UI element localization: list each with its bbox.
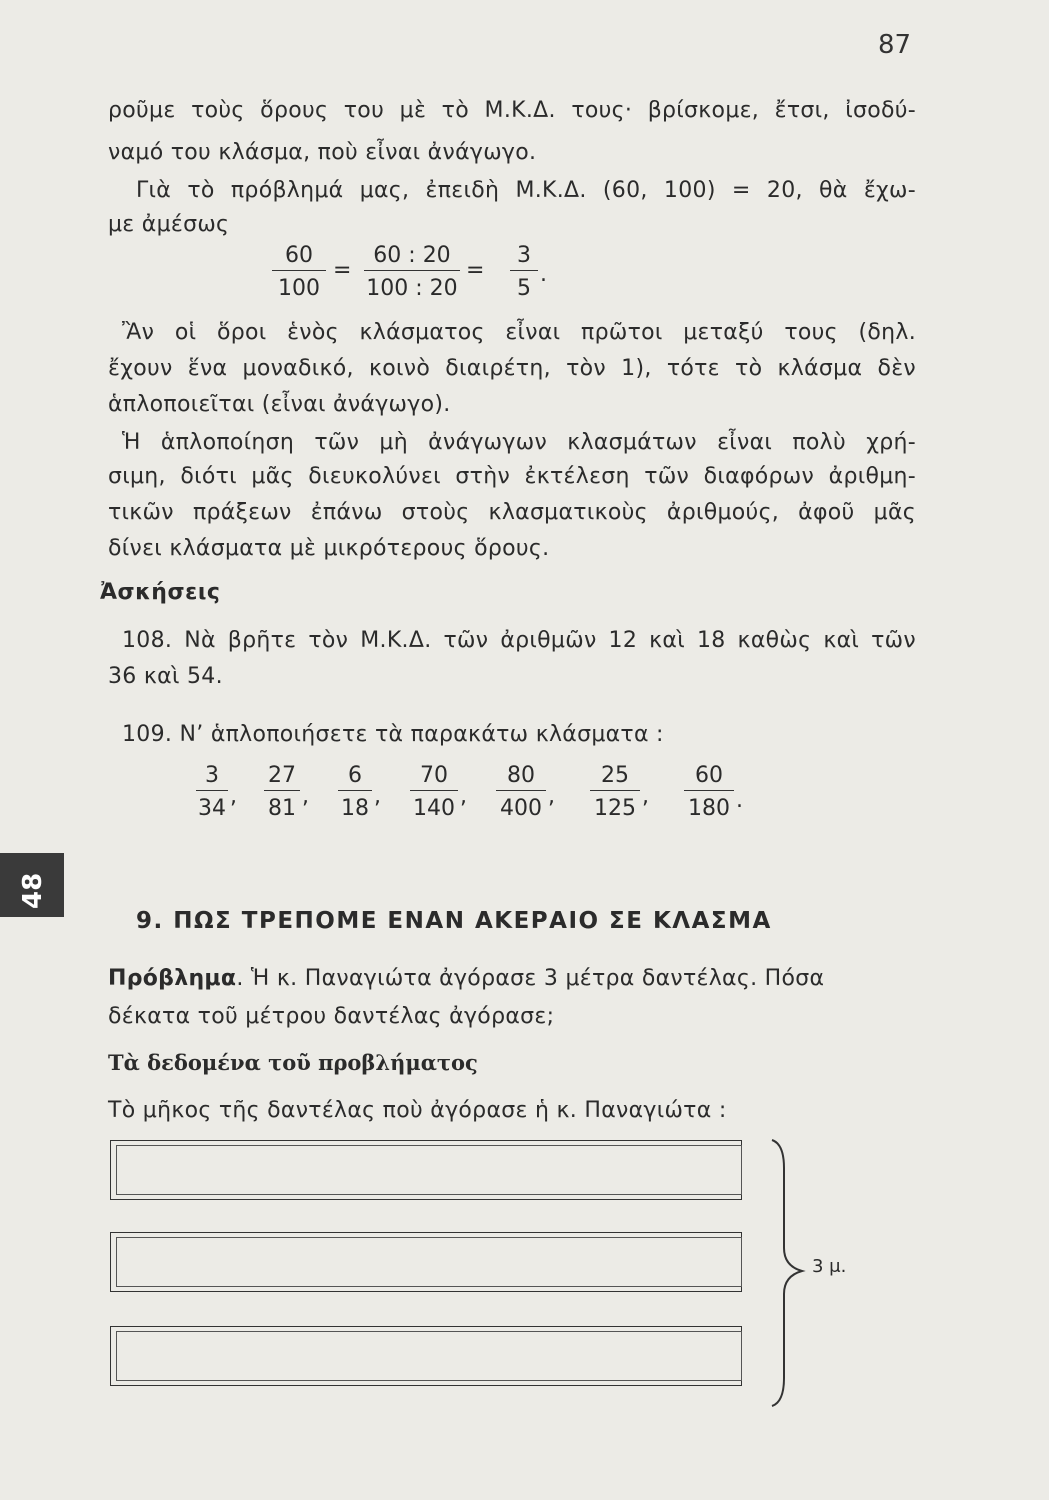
- paragraph-line: σιμη, διότι μᾶς διευκολύνει στὴν ἐκτέλεση τῶν διαφόρων ἀριθμη-: [108, 464, 916, 489]
- fraction-denominator: 100 : 20: [366, 276, 458, 301]
- paragraph-line: ἔχουν ἕνα μοναδικό, κοινὸ διαιρέτη, τὸν 1), τότε τὸ κλάσμα δὲν: [108, 356, 916, 381]
- fractions-period: .: [736, 788, 743, 813]
- exercise-fraction: [684, 764, 734, 821]
- chapter-side-tab: [0, 853, 64, 917]
- lace-strip: [110, 1140, 742, 1200]
- fraction-denominator: 5: [517, 276, 531, 301]
- problem-text: . Ἡ κ. Παναγιώτα ἀγόρασε 3 μέτρα δαντέλας. Πόσα: [236, 966, 825, 991]
- exercise-fraction: [196, 764, 228, 821]
- paragraph-line: Ἡ ἁπλοποίηση τῶν μὴ ἀνάγωγων κλασμάτων εἶναι πολὺ χρή-: [122, 430, 916, 455]
- lace-strip-inner: [116, 1331, 742, 1381]
- fraction-numerator: 70: [410, 764, 458, 791]
- data-title: Τὰ δεδομένα τοῦ προβλήματος: [108, 1050, 478, 1075]
- equation-period: .: [540, 262, 547, 287]
- curly-brace-icon: [768, 1138, 808, 1408]
- fraction-numerator: 80: [496, 764, 546, 791]
- fraction-separator: ,: [230, 784, 237, 809]
- lace-strip-inner: [116, 1237, 742, 1287]
- paragraph-line: με ἀμέσως: [108, 212, 230, 237]
- paragraph-line: τικῶν πράξεων ἐπάνω στοὺς κλασματικοὺς ἀριθμούς, ἀφοῦ μᾶς: [108, 500, 916, 525]
- fraction-numerator: 60 : 20: [364, 244, 460, 271]
- equals-sign: =: [466, 258, 485, 283]
- problem-label: Πρόβλημα: [108, 966, 237, 991]
- lace-strip: [110, 1232, 742, 1292]
- lace-strip-inner: [116, 1145, 742, 1195]
- fraction-denominator: 140: [413, 796, 455, 821]
- fraction-denominator: 18: [341, 796, 369, 821]
- fraction-denominator: 34: [198, 796, 226, 821]
- exercise-109: 109. Ν’ ἁπλοποιήσετε τὰ παρακάτω κλάσματα :: [122, 722, 664, 747]
- fraction-numerator: 25: [590, 764, 640, 791]
- paragraph-line: ναμό του κλάσμα, ποὺ εἶναι ἀνάγωγο.: [108, 140, 537, 165]
- lace-strip: [110, 1326, 742, 1386]
- fraction-denominator: 125: [594, 796, 636, 821]
- section-heading: 9. ΠΩΣ ΤΡΕΠΟΜΕ ΕΝΑΝ ΑΚΕΡΑΙΟ ΣΕ ΚΛΑΣΜΑ: [136, 908, 772, 934]
- fraction-separator: ,: [460, 784, 467, 809]
- side-tab-number: 48: [18, 872, 48, 909]
- exercise-fraction: [264, 764, 300, 821]
- paragraph-line: ροῦμε τοὺς ὅρους του μὲ τὸ Μ.Κ.Δ. τους· βρίσκομε, ἔτσι, ἰσοδύ-: [108, 98, 916, 123]
- paragraph-line: δίνει κλάσματα μὲ μικρότερους ὅρους.: [108, 536, 550, 561]
- page-number: 87: [878, 30, 912, 60]
- data-text: Τὸ μῆκος τῆς δαντέλας ποὺ ἀγόρασε ἡ κ. Παναγιώτα :: [108, 1098, 727, 1123]
- fraction-denominator: 81: [268, 796, 296, 821]
- fraction-denominator: 100: [278, 276, 320, 301]
- fraction-numerator: 3: [196, 764, 228, 791]
- fraction-separator: ,: [302, 784, 309, 809]
- equation-fraction-2: [364, 244, 460, 301]
- fraction-numerator: 27: [264, 764, 300, 791]
- problem-line: [108, 966, 824, 991]
- brace-label: 3 μ.: [812, 1256, 847, 1277]
- exercise-fraction: [338, 764, 372, 821]
- paragraph-line: Γιὰ τὸ πρόβλημά μας, ἐπειδὴ Μ.Κ.Δ. (60, 100) = 20, θὰ ἔχω-: [136, 178, 916, 203]
- exercise-fraction: [410, 764, 458, 821]
- fraction-separator: ,: [374, 784, 381, 809]
- fraction-denominator: 400: [500, 796, 542, 821]
- exercise-108-cont: 36 καὶ 54.: [108, 664, 223, 689]
- fraction-numerator: 3: [510, 244, 538, 271]
- paragraph-line: Ἂν οἱ ὅροι ἑνὸς κλάσματος εἶναι πρῶτοι μεταξύ τους (δηλ.: [122, 320, 916, 345]
- fraction-separator: ,: [642, 784, 649, 809]
- paragraph-line: ἁπλοποιεῖται (εἶναι ἀνάγωγο).: [108, 392, 451, 417]
- exercise-108: 108. Νὰ βρῆτε τὸν Μ.Κ.Δ. τῶν ἀριθμῶν 12 καὶ 18 καθὼς καὶ τῶν: [122, 628, 916, 653]
- fraction-separator: ,: [548, 784, 555, 809]
- equals-sign: =: [333, 258, 352, 283]
- problem-line: δέκατα τοῦ μέτρου δαντέλας ἀγόρασε;: [108, 1004, 555, 1029]
- equation-fraction-1: [272, 244, 326, 301]
- exercises-title: Ἀσκήσεις: [100, 580, 221, 605]
- equation-fraction-3: [510, 244, 538, 301]
- exercise-fraction: [590, 764, 640, 821]
- fraction-numerator: 60: [272, 244, 326, 271]
- fraction-numerator: 6: [338, 764, 372, 791]
- exercise-fraction: [496, 764, 546, 821]
- fraction-denominator: 180: [688, 796, 730, 821]
- fraction-numerator: 60: [684, 764, 734, 791]
